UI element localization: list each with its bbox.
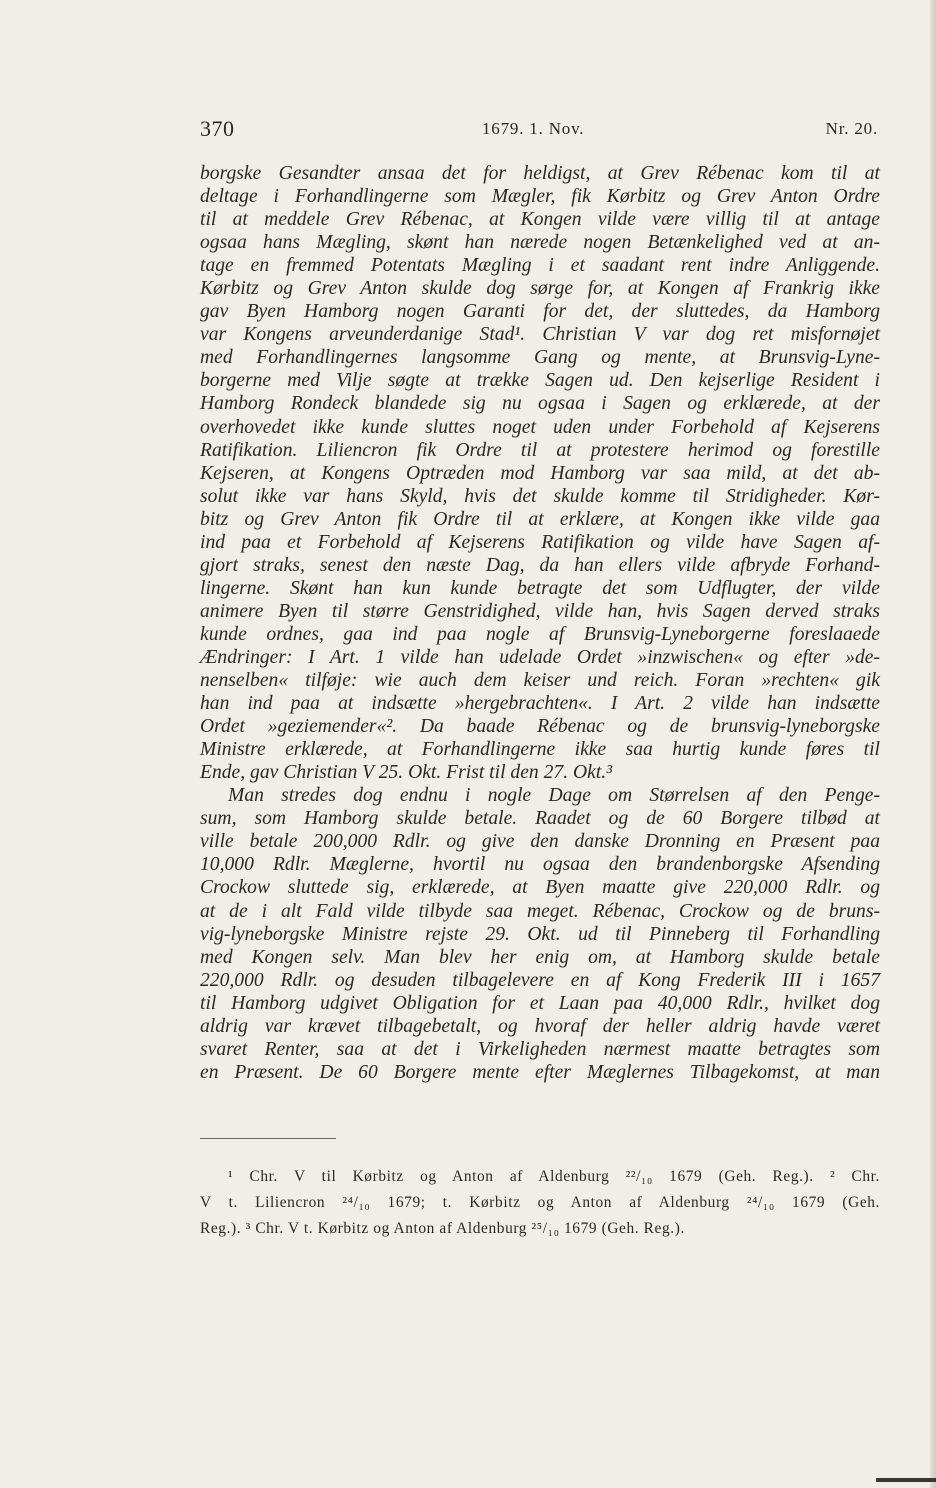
body-line: Crockow sluttede sig, erklærede, at Byen maatte give 220,000 Rdlr. og xyxy=(200,877,880,899)
body-line: borgske Gesandter ansaa det for heldigst, at Grev Rébenac kom til at xyxy=(200,163,880,184)
footnote-separator xyxy=(200,1138,336,1139)
body-line: animere Byen til større Genstridighed, vilde han, hvis Sagen derved straks xyxy=(200,600,880,622)
body-line: Ordet »geziemender«². Da baade Rébenac og de brunsvig-lyneborgske xyxy=(200,716,880,738)
body-line: aldrig var krævet tilbagebetalt, og hvoraf der heller aldrig havde været xyxy=(200,1015,880,1037)
page-edge xyxy=(930,0,936,1488)
footnotes xyxy=(200,1164,880,1242)
body-line: Man stredes dog endnu i nogle Dage om Størrelsen af den Penge- xyxy=(228,785,880,807)
body-line: Hamborg Rondeck blandede sig nu ogsaa i Sagen og erklærede, at der xyxy=(200,393,880,415)
body-line: kunde ordnes, gaa ind paa nogle af Brunsvig-Lyneborgerne foreslaaede xyxy=(200,623,880,645)
body-line: tage en fremmed Potentats Mægling i et saadant rent indre Anliggende. xyxy=(200,255,880,277)
body-line: ind paa et Forbehold af Kejserens Ratifikation og vilde have Sagen af- xyxy=(200,531,880,553)
body-line: var Kongens arveunderdanige Stad¹. Christian V var dog ret misfornøjet xyxy=(200,324,880,346)
footnote-line: V t. Liliencron ²⁴/₁₀ 1679; t. Kørbitz og Anton af Aldenburg ²⁴/₁₀ 1679 (Geh. xyxy=(200,1194,880,1211)
body-line: overhovedet ikke kunde sluttes noget uden under Forbehold af Kejserens xyxy=(200,416,880,438)
body-line: han ind paa at indsætte »hergebrachten«. I Art. 2 vilde han indsætte xyxy=(200,693,880,715)
body-line: en Præsent. De 60 Borgere mente efter Mæglernes Tilbagekomst, at man xyxy=(200,1061,880,1083)
body-line: vig-lyneborgske Ministre rejste 29. Okt. ud til Pinneberg til Forhandling xyxy=(200,923,880,945)
body-line: lingerne. Skønt han kun kunde betragte det som Udflugter, der vilde xyxy=(200,577,880,599)
body-line: gjort straks, senest den næste Dag, da han ellers vilde afbryde Forhand- xyxy=(200,554,880,576)
body-line: nenselben« tilføje: wie auch dem keiser und reich. Foran »rechten« gik xyxy=(200,670,880,692)
body-line: ville betale 200,000 Rdlr. og give den danske Dronning en Præsent paa xyxy=(200,831,880,853)
body-line: sum, som Hamborg skulde betale. Raadet og de 60 Borgere tilbød at xyxy=(200,808,880,830)
body-line: svaret Renter, saa at det i Virkeligheden nærmest maatte betragtes som xyxy=(200,1038,880,1060)
header-date: 1679. 1. Nov. xyxy=(482,119,585,138)
body-line: 10,000 Rdlr. Mæglerne, hvortil nu ogsaa den brandenborgske Afsending xyxy=(200,854,880,876)
body-line: Kejseren, at Kongens Optræden mod Hamborg var saa mild, at det ab- xyxy=(200,462,880,484)
body-line: deltage i Forhandlingerne som Mægler, fik Kørbitz og Grev Anton Ordre xyxy=(200,186,880,208)
body-line: borgerne med Vilje søgte at trække Sagen ud. Den kejserlige Resident i xyxy=(200,370,880,392)
footnote-line: ¹ Chr. V til Kørbitz og Anton af Aldenburg ²²/₁₀ 1679 (Geh. Reg.). ² Chr. xyxy=(228,1168,880,1185)
body-line: Ministre erklærede, at Forhandlingerne ikke saa hurtig kunde føres til xyxy=(200,739,880,761)
body-line: til Hamborg udgivet Obligation for et Laan paa 40,000 Rdlr., hvilket dog xyxy=(200,992,880,1014)
body-line: Kørbitz og Grev Anton skulde dog sørge for, at Kongen af Frankrig ikke xyxy=(200,278,880,300)
body-line: Ende, gav Christian V 25. Okt. Frist til den 27. Okt.³ xyxy=(200,762,613,784)
body-line: 220,000 Rdlr. og desuden tilbagelevere en af Kong Frederik III i 1657 xyxy=(200,969,880,991)
body-line: gav Byen Hamborg nogen Garanti for det, der sluttedes, da Hamborg xyxy=(200,301,880,323)
running-header xyxy=(200,116,878,148)
body-line: at de i alt Fald vilde tilbyde saa meget. Rébenac, Crockow og de bruns- xyxy=(200,900,880,922)
footnote-line: Reg.). ³ Chr. V t. Kørbitz og Anton af Aldenburg ²⁵/₁₀ 1679 (Geh. Reg.). xyxy=(200,1220,685,1237)
body-line: bitz og Grev Anton fik Ordre til at erklære, at Kongen ikke vilde gaa xyxy=(200,508,880,530)
page-number: 370 xyxy=(200,116,235,141)
body-line: med Forhandlingernes langsomme Gang og mente, at Brunsvig-Lyne- xyxy=(200,347,880,369)
body-line: Ratifikation. Liliencron fik Ordre til at protestere herimod og forestille xyxy=(200,439,880,461)
body-line: ogsaa hans Mægling, skønt han nærede nogen Betænkelighed ved at an- xyxy=(200,232,880,254)
scan-edge-mark xyxy=(876,1478,936,1482)
body-line: solut ikke var hans Skyld, hvis det skulde komme til Stridigheder. Kør- xyxy=(200,485,880,507)
body-line: til at meddele Grev Rébenac, at Kongen vilde være villig til at antage xyxy=(200,209,880,231)
body-line: med Kongen selv. Man blev her enig om, at Hamborg skulde betale xyxy=(200,946,880,968)
body-text xyxy=(200,162,880,1084)
header-document-number: Nr. 20. xyxy=(825,119,878,138)
body-line: Ændringer: I Art. 1 vilde han udelade Ordet »inzwischen« og efter »de- xyxy=(200,646,880,668)
